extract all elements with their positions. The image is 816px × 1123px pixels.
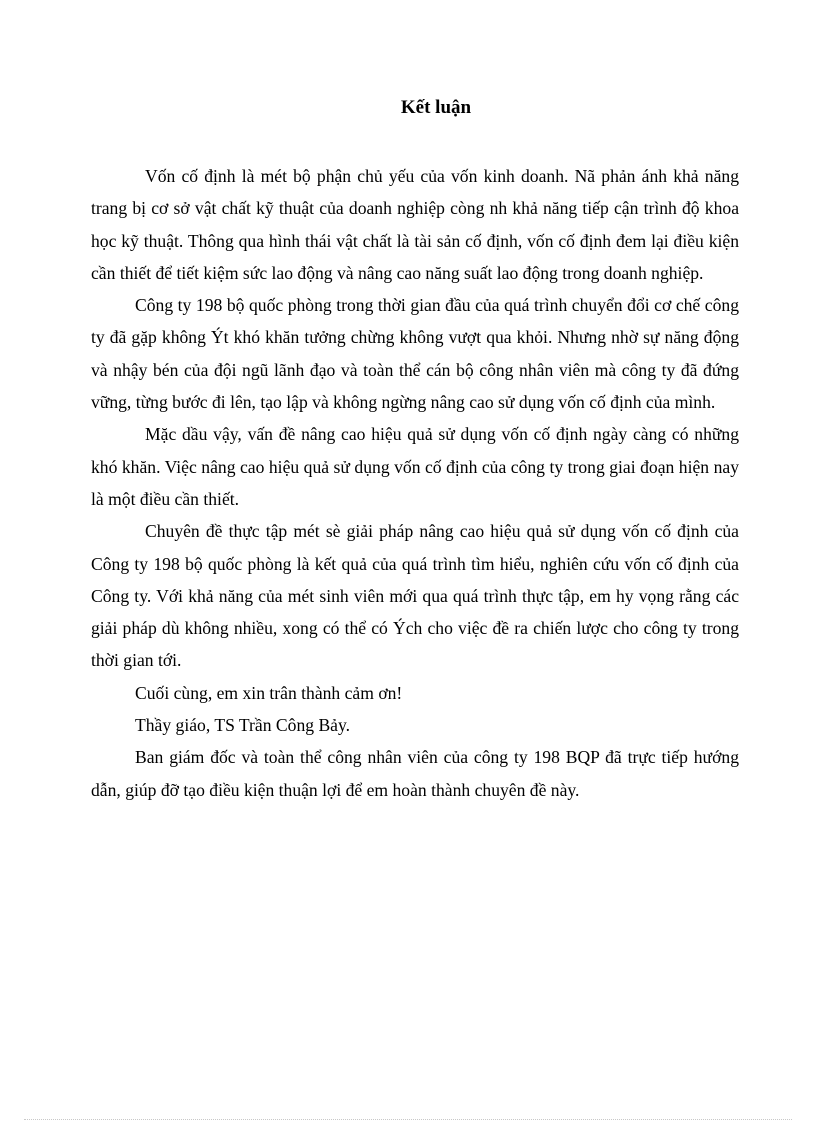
document-title: Kết luận <box>400 97 472 118</box>
page-bottom-divider <box>24 1119 792 1120</box>
paragraph-thesis-summary: Chuyên đề thực tập mét sè giải pháp nâng cao hiệu quả sử dụng vốn cố định của Công ty 198 bộ quốc phòng là kết quả của quá trình tìm hiểu, nghiên cứu vốn cố định của Công ty. Với khả năng của mét sinh viên mới qua quá trình thực tập, em hy vọng rằng các giải pháp dù không nhiều, xong có thể có Ých cho việc đề ra chiến lược cho công ty trong thời gian tới. <box>91 521 739 671</box>
paragraph-company-transition: Công ty 198 bộ quốc phòng trong thời gian đầu của quá trình chuyển đổi cơ chế công ty đã gặp không Ýt khó khăn tưởng chừng không vượt qua khỏi. Nhưng nhờ sự năng động và nhậy bén của đội ngũ lãnh đạo và toàn thể cán bộ công nhân viên mà công ty đã đứng vững, từng bước đi lên, tạo lập và không ngừng nâng cao sử dụng vốn cố định của mình. <box>91 295 739 413</box>
document-body <box>91 160 739 806</box>
paragraph-difficulties: Mặc dầu vậy, vấn đề nâng cao hiệu quả sử dụng vốn cố định ngày càng có những khó khăn. Việc nâng cao hiệu quả sử dụng vốn cố định của công ty trong giai đoạn hiện nay là một điều cần thiết. <box>91 424 739 509</box>
paragraph-acknowledgement: Ban giám đốc và toàn thể công nhân viên của công ty 198 BQP đã trực tiếp hướng dẫn, giúp đỡ tạo điều kiện thuận lợi để em hoàn thành chuyên đề này. <box>91 747 739 800</box>
paragraph-advisor: Thầy giáo, TS Trần Công Bảy. <box>135 715 351 736</box>
paragraph-fixed-capital-role: Vốn cố định là mét bộ phận chủ yếu của vốn kinh doanh. Nã phản ánh khả năng trang bị cơ sở vật chất kỹ thuật của doanh nghiệp còng nh khả năng tiếp cận trình độ khoa học kỹ thuật. Thông qua hình thái vật chất là tài sản cố định, vốn cố định đem lại điều kiện cần thiết để tiết kiệm sức lao động và nâng cao năng suất lao động trong doanh nghiệp. <box>91 166 739 283</box>
paragraph-thanks: Cuối cùng, em xin trân thành cảm ơn! <box>135 682 403 703</box>
